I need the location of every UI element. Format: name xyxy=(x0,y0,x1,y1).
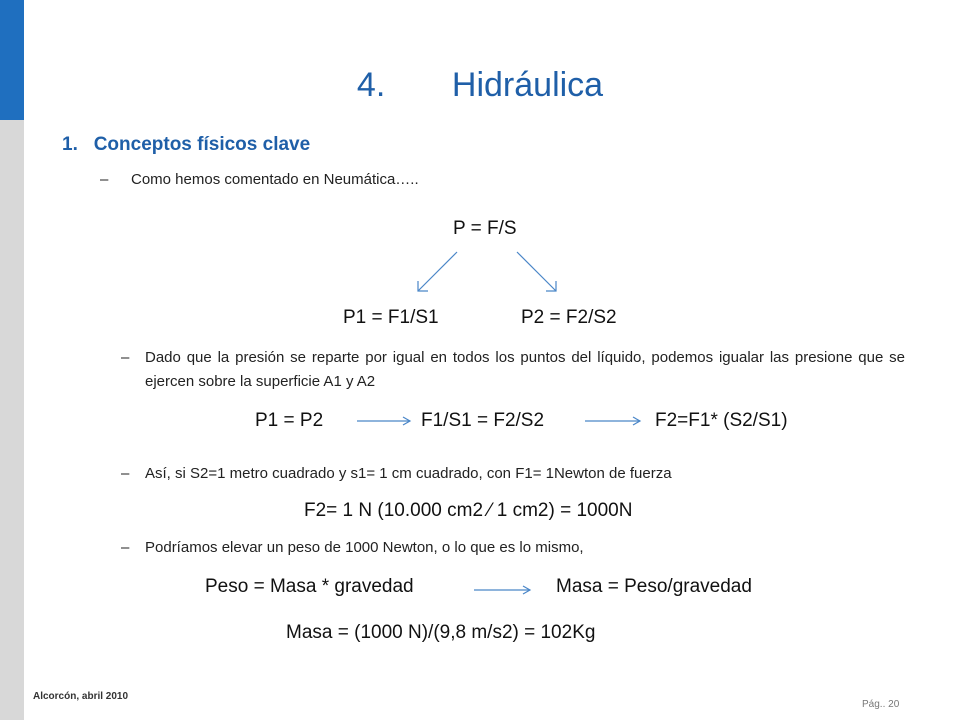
arrow-peso-icon xyxy=(474,586,530,594)
arrow-right-icon xyxy=(517,252,556,291)
arrow-eq2-icon xyxy=(585,417,640,425)
page-number: Pág.. 20 xyxy=(862,699,900,710)
formula-p2: P2 = F2/S2 xyxy=(521,307,617,328)
bullet-dash: – xyxy=(121,539,130,556)
formula-masa: Masa = Peso/gravedad xyxy=(556,576,752,597)
section-number: 1. xyxy=(62,134,78,155)
formula-eq1: P1 = P2 xyxy=(255,410,324,431)
bullet-3-text: Así, si S2=1 metro cuadrado y s1= 1 cm cuadrado, con F1= 1Newton de fuerza xyxy=(145,465,672,482)
title-number: 4. xyxy=(356,66,386,104)
formula-eq3: F2=F1* (S2/S1) xyxy=(655,410,788,431)
bullet-1-text: Como hemos comentado en Neumática….. xyxy=(131,171,419,188)
bullet-2-text: Dado que la presión se reparte por igual en todos los puntos del líquido, podemos igualar las presione que se ejercen sobre la superficie A1 y A2 xyxy=(145,349,905,390)
bullet-dash: – xyxy=(100,171,109,188)
bullet-4-text: Podríamos elevar un peso de 1000 Newton, o lo que es lo mismo, xyxy=(145,539,584,556)
bullet-3 xyxy=(121,465,672,482)
bullet-4 xyxy=(121,539,584,556)
formula-f2: F2= 1 N (10.000 cm2 ⁄ 1 cm2) = 1000N xyxy=(304,500,633,521)
formula-p1: P1 = F1/S1 xyxy=(343,307,439,328)
footer-location-date: Alcorcón, abril 2010 xyxy=(33,691,129,702)
formula-pfs: P = F/S xyxy=(453,218,517,239)
formula-masa-calc: Masa = (1000 N)/(9,8 m/s2) = 102Kg xyxy=(286,622,596,643)
section-label: Conceptos físicos clave xyxy=(93,134,311,155)
arrow-eq1-icon xyxy=(357,417,410,425)
formula-peso: Peso = Masa * gravedad xyxy=(205,576,414,597)
title-text: Hidráulica xyxy=(451,66,604,104)
bullet-dash: – xyxy=(121,349,130,366)
arrow-left-icon xyxy=(418,252,457,291)
formula-eq2: F1/S1 = F2/S2 xyxy=(421,410,545,431)
bullet-2 xyxy=(121,346,905,394)
bullet-dash: – xyxy=(121,465,130,482)
